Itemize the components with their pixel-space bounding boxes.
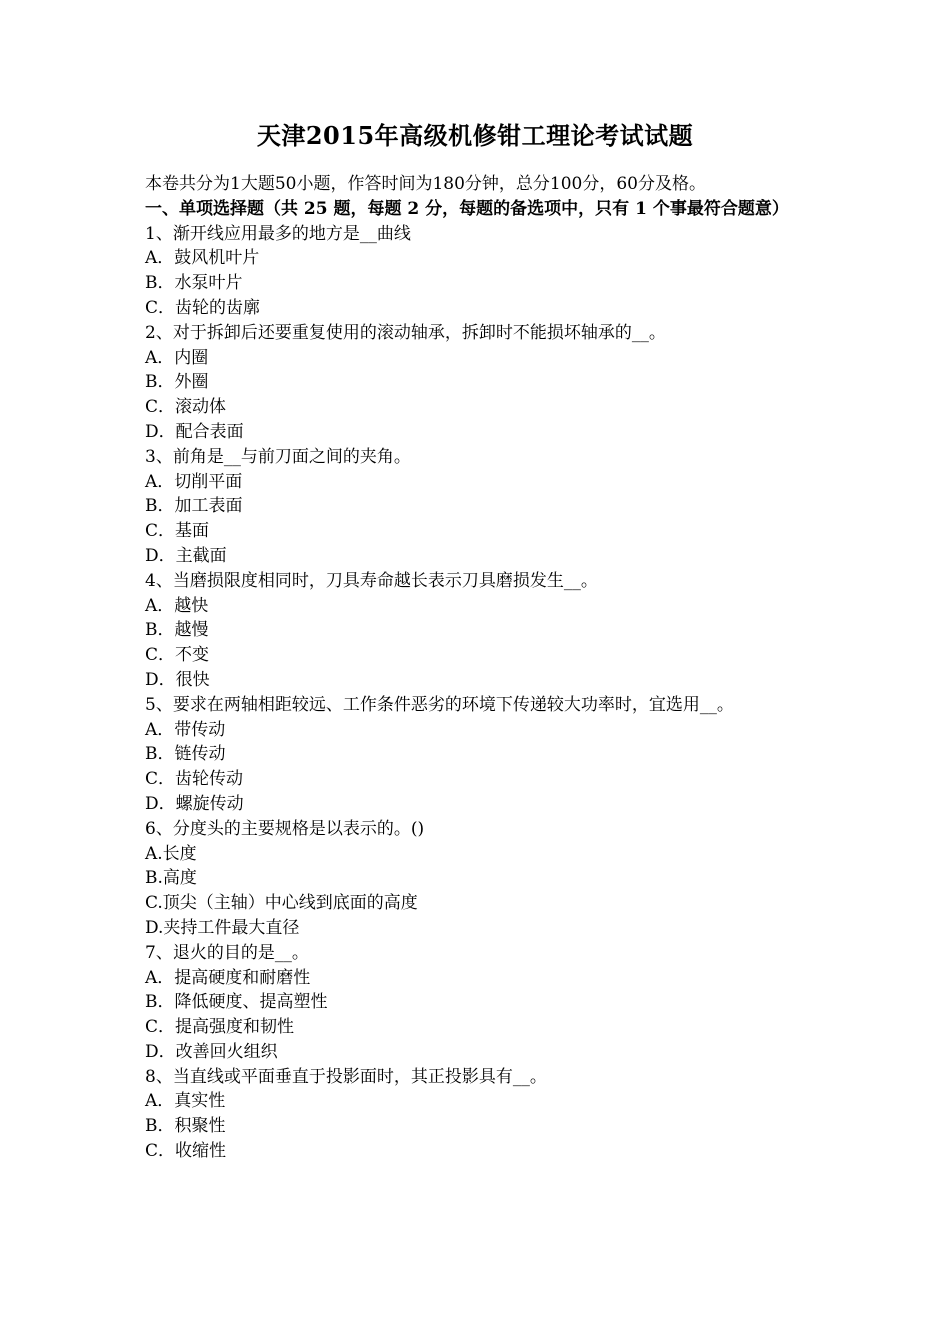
- question-6: [145, 817, 810, 941]
- question-option: A．内圈: [145, 347, 209, 368]
- question-option: A．提高硬度和耐磨性: [145, 967, 311, 988]
- question-option: D．配合表面: [145, 421, 244, 442]
- document-title: 天津2015年高级机修钳工理论考试试题: [256, 121, 694, 150]
- question-option: D.夹持工件最大直径: [145, 917, 300, 938]
- question-2: [145, 321, 810, 445]
- question-option: D．改善回火组织: [145, 1041, 278, 1062]
- question-option: D．螺旋传动: [145, 793, 244, 814]
- question-stem: 7、退火的目的是__。: [145, 942, 309, 963]
- question-stem: 3、前角是__与前刀面之间的夹角。: [145, 446, 411, 467]
- question-option: C．齿轮传动: [145, 769, 244, 790]
- question-5: [145, 693, 810, 817]
- exam-intro: 本卷共分为1大题50小题，作答时间为180分钟，总分100分，60分及格。: [145, 174, 706, 194]
- question-option: B．水泵叶片: [145, 273, 243, 294]
- section-heading: 一、单项选择题（共 25 题，每题 2 分，每题的备选项中，只有 1 个事最符合题意）: [145, 198, 789, 219]
- question-1: [145, 222, 810, 321]
- question-option: C．收缩性: [145, 1141, 227, 1162]
- question-option: C．提高强度和韧性: [145, 1017, 295, 1038]
- question-option: B．加工表面: [145, 496, 243, 517]
- question-3: [145, 445, 810, 569]
- question-4: [145, 569, 810, 693]
- question-stem: 5、要求在两轴相距较远、工作条件恶劣的环境下传递较大功率时，宜选用__。: [145, 694, 734, 715]
- question-option: B．降低硬度、提高塑性: [145, 992, 328, 1013]
- question-stem: 4、当磨损限度相同时，刀具寿命越长表示刀具磨损发生__。: [145, 570, 598, 591]
- question-option: C．基面: [145, 521, 210, 542]
- question-option: A．真实性: [145, 1091, 226, 1112]
- question-option: D．很快: [145, 669, 210, 690]
- question-option: A．越快: [145, 595, 209, 616]
- question-stem: 1、渐开线应用最多的地方是__曲线: [145, 223, 411, 244]
- question-option: C．不变: [145, 645, 210, 666]
- document-body: [145, 172, 810, 1164]
- question-8: [145, 1065, 810, 1164]
- question-option: C.顶尖（主轴）中心线到底面的高度: [145, 893, 418, 914]
- question-7: [145, 941, 810, 1065]
- question-option: A．切削平面: [145, 471, 243, 492]
- question-option: A．鼓风机叶片: [145, 248, 260, 269]
- question-option: B.高度: [145, 868, 197, 889]
- question-stem: 2、对于拆卸后还要重复使用的滚动轴承，拆卸时不能损坏轴承的__。: [145, 322, 666, 343]
- question-option: B．外圈: [145, 372, 209, 393]
- question-option: C．齿轮的齿廓: [145, 297, 261, 318]
- question-option: C．滚动体: [145, 397, 227, 418]
- question-stem: 6、分度头的主要规格是以表示的。(): [145, 818, 425, 839]
- question-option: B．越慢: [145, 620, 209, 641]
- question-option: B．积聚性: [145, 1116, 226, 1137]
- question-option: D．主截面: [145, 545, 227, 566]
- question-option: A.长度: [145, 843, 197, 864]
- question-option: B．链传动: [145, 744, 226, 765]
- question-stem: 8、当直线或平面垂直于投影面时，其正投影具有__。: [145, 1066, 547, 1087]
- question-option: A．带传动: [145, 719, 226, 740]
